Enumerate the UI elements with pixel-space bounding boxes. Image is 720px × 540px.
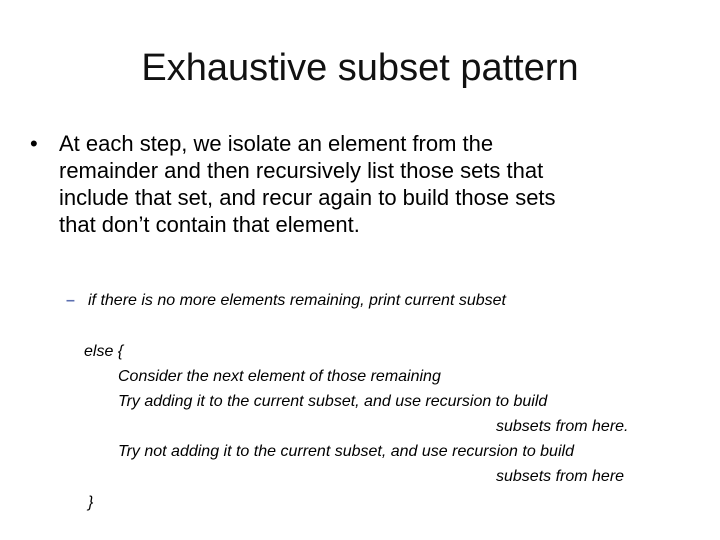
- pseudo-line-3: Try not adding it to the current subset, and use recursion to build: [118, 443, 574, 460]
- pseudo-else-open: else {: [84, 343, 124, 360]
- bullet-text: At each step, we isolate an element from the remainder and then recursively list those sets that include that set, and recur again to build those sets that don’t contain that element.: [59, 131, 556, 237]
- bullet-marker: •: [30, 131, 38, 156]
- slide-title: Exhaustive subset pattern: [141, 47, 579, 89]
- pseudo-line-2: Try adding it to the current subset, and use recursion to build: [118, 393, 548, 410]
- sub-bullet: [66, 290, 686, 312]
- sub-bullet-marker: –: [66, 292, 75, 309]
- pseudo-line-1: Consider the next element of those remaining: [118, 368, 441, 385]
- pseudo-line-2-continued: subsets from here.: [496, 418, 629, 435]
- sub-bullet-text: if there is no more elements remaining, print current subset: [88, 292, 506, 309]
- pseudo-close-brace: }: [88, 494, 94, 511]
- main-bullet: [30, 130, 690, 238]
- pseudo-line-3-continued: subsets from here: [496, 468, 625, 485]
